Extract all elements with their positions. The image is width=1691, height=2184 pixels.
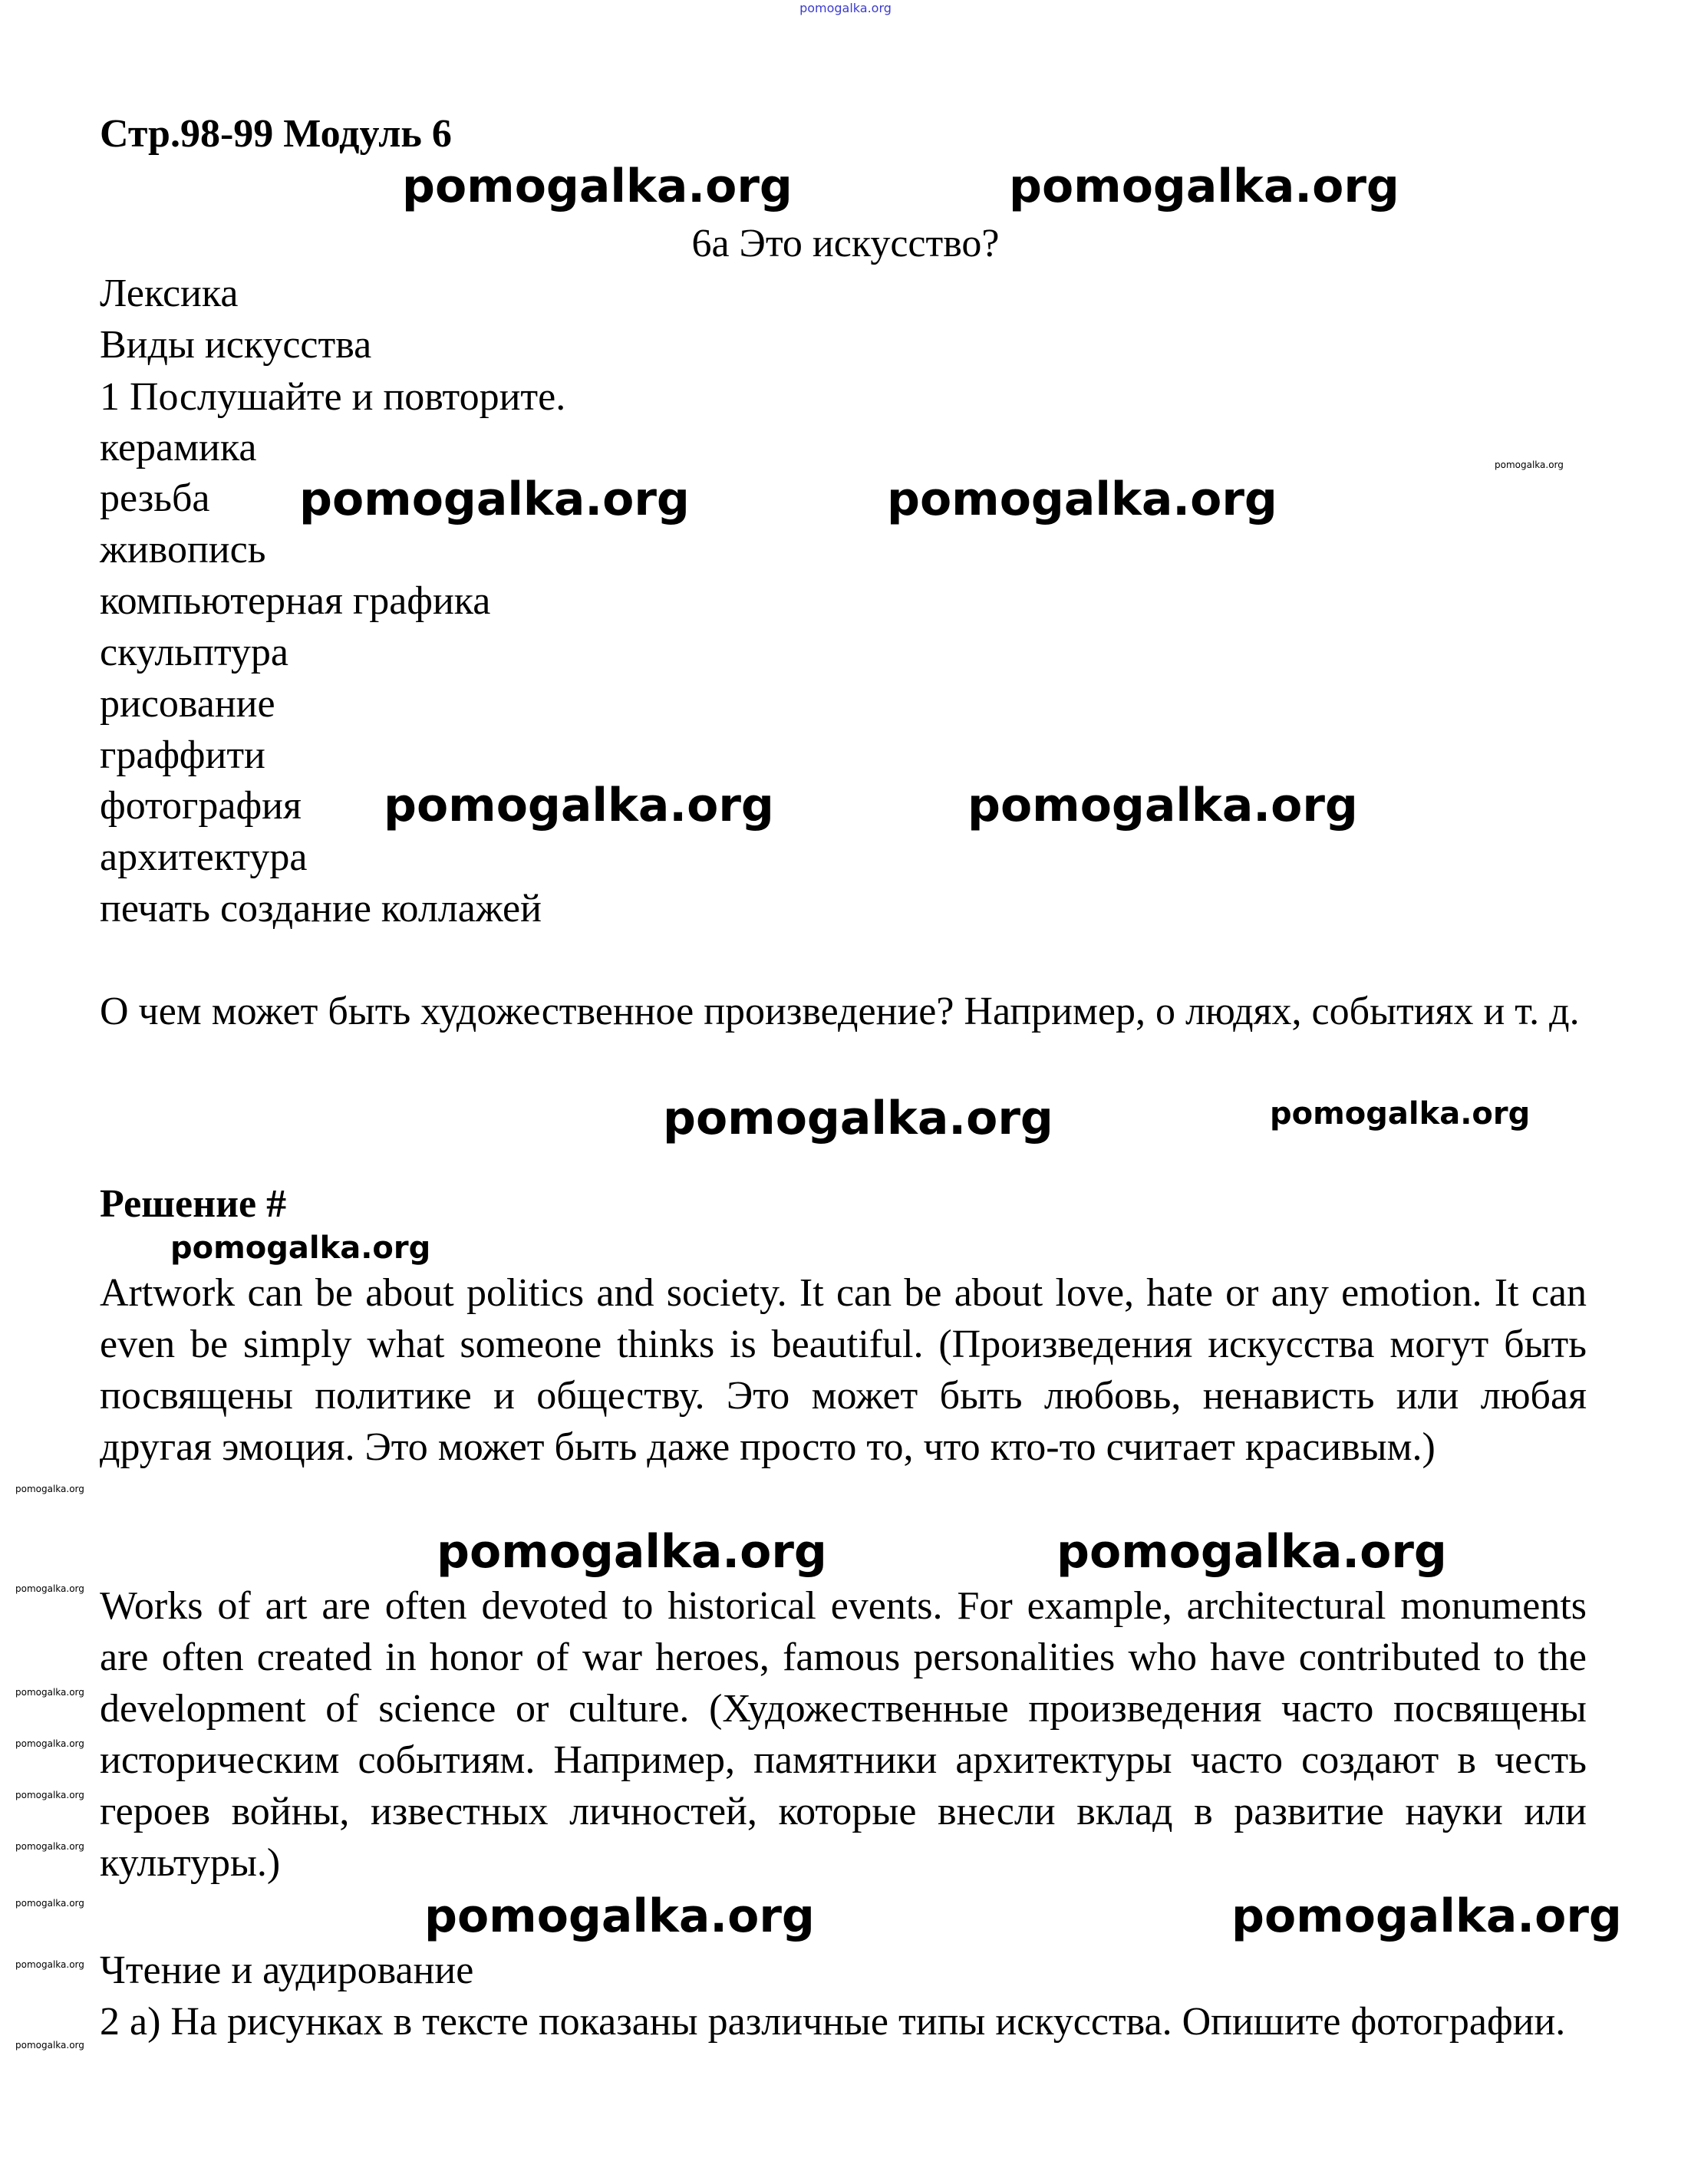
- reading-task: 2 а) На рисунках в тексте показаны различные типы искусства. Опишите фотографии.: [100, 2000, 1566, 2044]
- watermark: pomogalka.org: [402, 160, 793, 213]
- watermark-small: pomogalka.org: [15, 1898, 84, 1909]
- solution-heading: Решение #: [100, 1182, 287, 1226]
- watermark: pomogalka.org: [1270, 1096, 1531, 1132]
- watermark: pomogalka.org: [299, 473, 690, 526]
- watermark-small: pomogalka.org: [15, 1841, 84, 1852]
- vocab-item: фотография: [100, 784, 302, 828]
- task-instruction: 1 Послушайте и повторите.: [100, 375, 566, 419]
- watermark: pomogalka.org: [437, 1525, 827, 1579]
- watermark-top: pomogalka.org: [799, 1, 892, 15]
- watermark: pomogalka.org: [1231, 1889, 1622, 1943]
- watermark-small: pomogalka.org: [15, 1959, 84, 1970]
- watermark: pomogalka.org: [170, 1230, 431, 1266]
- watermark-small: pomogalka.org: [15, 2040, 84, 2051]
- page-title: Стр.98-99 Модуль 6: [100, 112, 452, 156]
- watermark-small: pomogalka.org: [15, 1687, 84, 1698]
- vocab-item: резьба: [100, 476, 210, 520]
- vocab-item: керамика: [100, 426, 257, 469]
- watermark: pomogalka.org: [663, 1092, 1053, 1145]
- question-paragraph: О чем может быть художественное произведение? Например, о людях, событиях и т. д.: [100, 990, 1580, 1033]
- vocab-item: печать создание коллажей: [100, 887, 542, 931]
- reading-section-heading: Чтение и аудирование: [100, 1948, 474, 1992]
- watermark-small: pomogalka.org: [15, 1738, 84, 1749]
- watermark: pomogalka.org: [887, 473, 1277, 526]
- watermark-small: pomogalka.org: [1495, 460, 1564, 470]
- topic-heading: Виды искусства: [100, 323, 372, 367]
- vocab-item: граффити: [100, 733, 265, 777]
- solution-paragraph-2: Works of art are often devoted to historical events. For example, architectural monuments are often created in honor of war heroes, famous personalities who have contributed to the development of science or culture. (Художественные произведения часто посвящены историческим событиям. Например, памятники архитектуры часто создают в честь героев войны, известных личностей, которые внесли вклад в развитие науки или культуры.): [100, 1584, 1587, 1885]
- section-heading: Лексика: [100, 272, 239, 315]
- watermark-small: pomogalka.org: [15, 1484, 84, 1494]
- lesson-subtitle: 6a Это искусство?: [691, 222, 1000, 265]
- watermark: pomogalka.org: [967, 779, 1358, 832]
- watermark-small: pomogalka.org: [15, 1583, 84, 1594]
- vocab-item: компьютерная графика: [100, 579, 491, 623]
- watermark-small: pomogalka.org: [15, 1790, 84, 1800]
- watermark: pomogalka.org: [1009, 160, 1399, 213]
- solution-paragraph-1: Artwork can be about politics and society. It can be about love, hate or any emotion. It can even be simply what someone thinks is beautiful. (Произведения искусства могут быть посвящены политике и обществу. Это может быть любовь, ненависть или любая другая эмоция. Это может быть даже просто то, что кто-то считает красивым.): [100, 1271, 1587, 1469]
- watermark: pomogalka.org: [424, 1889, 815, 1943]
- vocab-item: живопись: [100, 528, 266, 572]
- vocab-item: скульптура: [100, 631, 288, 674]
- vocab-item: архитектура: [100, 835, 308, 879]
- vocab-item: рисование: [100, 682, 275, 726]
- watermark: pomogalka.org: [384, 779, 774, 832]
- watermark: pomogalka.org: [1056, 1525, 1447, 1579]
